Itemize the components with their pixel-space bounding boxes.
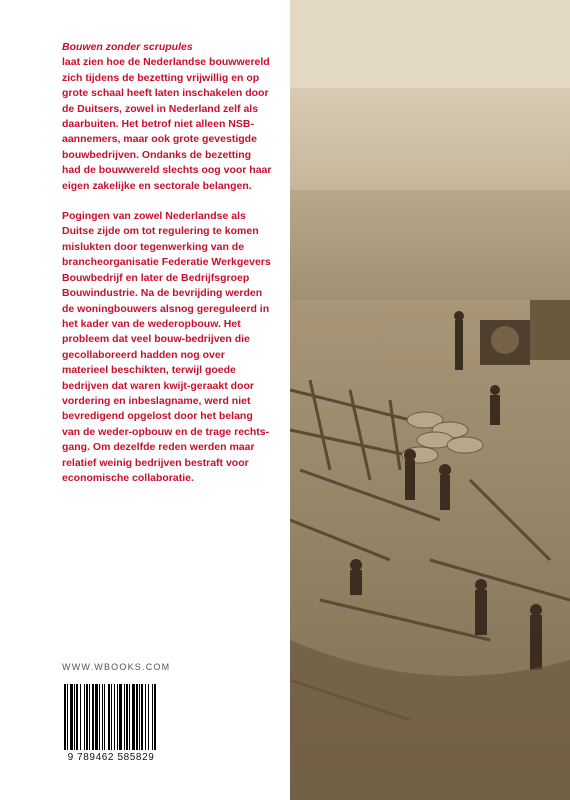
barcode-bars [62,684,160,752]
book-title: Bouwen zonder scrupules [62,41,193,53]
blurb-paragraph-1 [62,40,272,194]
sepia-photo [290,0,570,800]
blurb-text [62,40,272,501]
publisher-url: WWW.WBOOKS.COM [62,662,171,672]
blurb-paragraph-1-body: laat zien hoe de Nederlandse bouwwereld zich tijdens de bezetting vrijwillig en op grote schaal heeft laten inschakelen door de Duitsers, zowel in Nederland zelf als daarbuiten. Het betrof niet alleen NSB-aannemers, maar ook grote gevestigde bouwbedrijven. Ondanks de bezetting had de bouwwereld slechts oog voor haar eigen zakelijke en sectorale belangen. [62,56,272,192]
cover-photo-construction-site [290,0,570,800]
blurb-paragraph-2: Pogingen van zowel Nederlandse als Duitse zijde om tot regulering te komen mislukten door tegenwerking van de brancheorganisatie Federatie Werkgevers Bouwbedrijf en later de Bedrijfsgroep Bouwindustrie. Na de bevrijding werden de woningbouwers alsnog gereguleerd in het kader van de wederopbouw. Het probleem dat veel bouw-bedrijven die gecollaboreerd hadden nog over materieel beschikten, terwijl goede bedrijven dat waren kwijt-geraakt door vordering en inbeslagname, werd niet bevredigend opgelost door het belang van de weder-opbouw en de trage rechts-gang. Om dezelfde reden werden maar relatief weinig bedrijven bestraft voor economische collaboratie. [62,210,271,484]
isbn-number: 9 789462 585829 [67,752,155,763]
